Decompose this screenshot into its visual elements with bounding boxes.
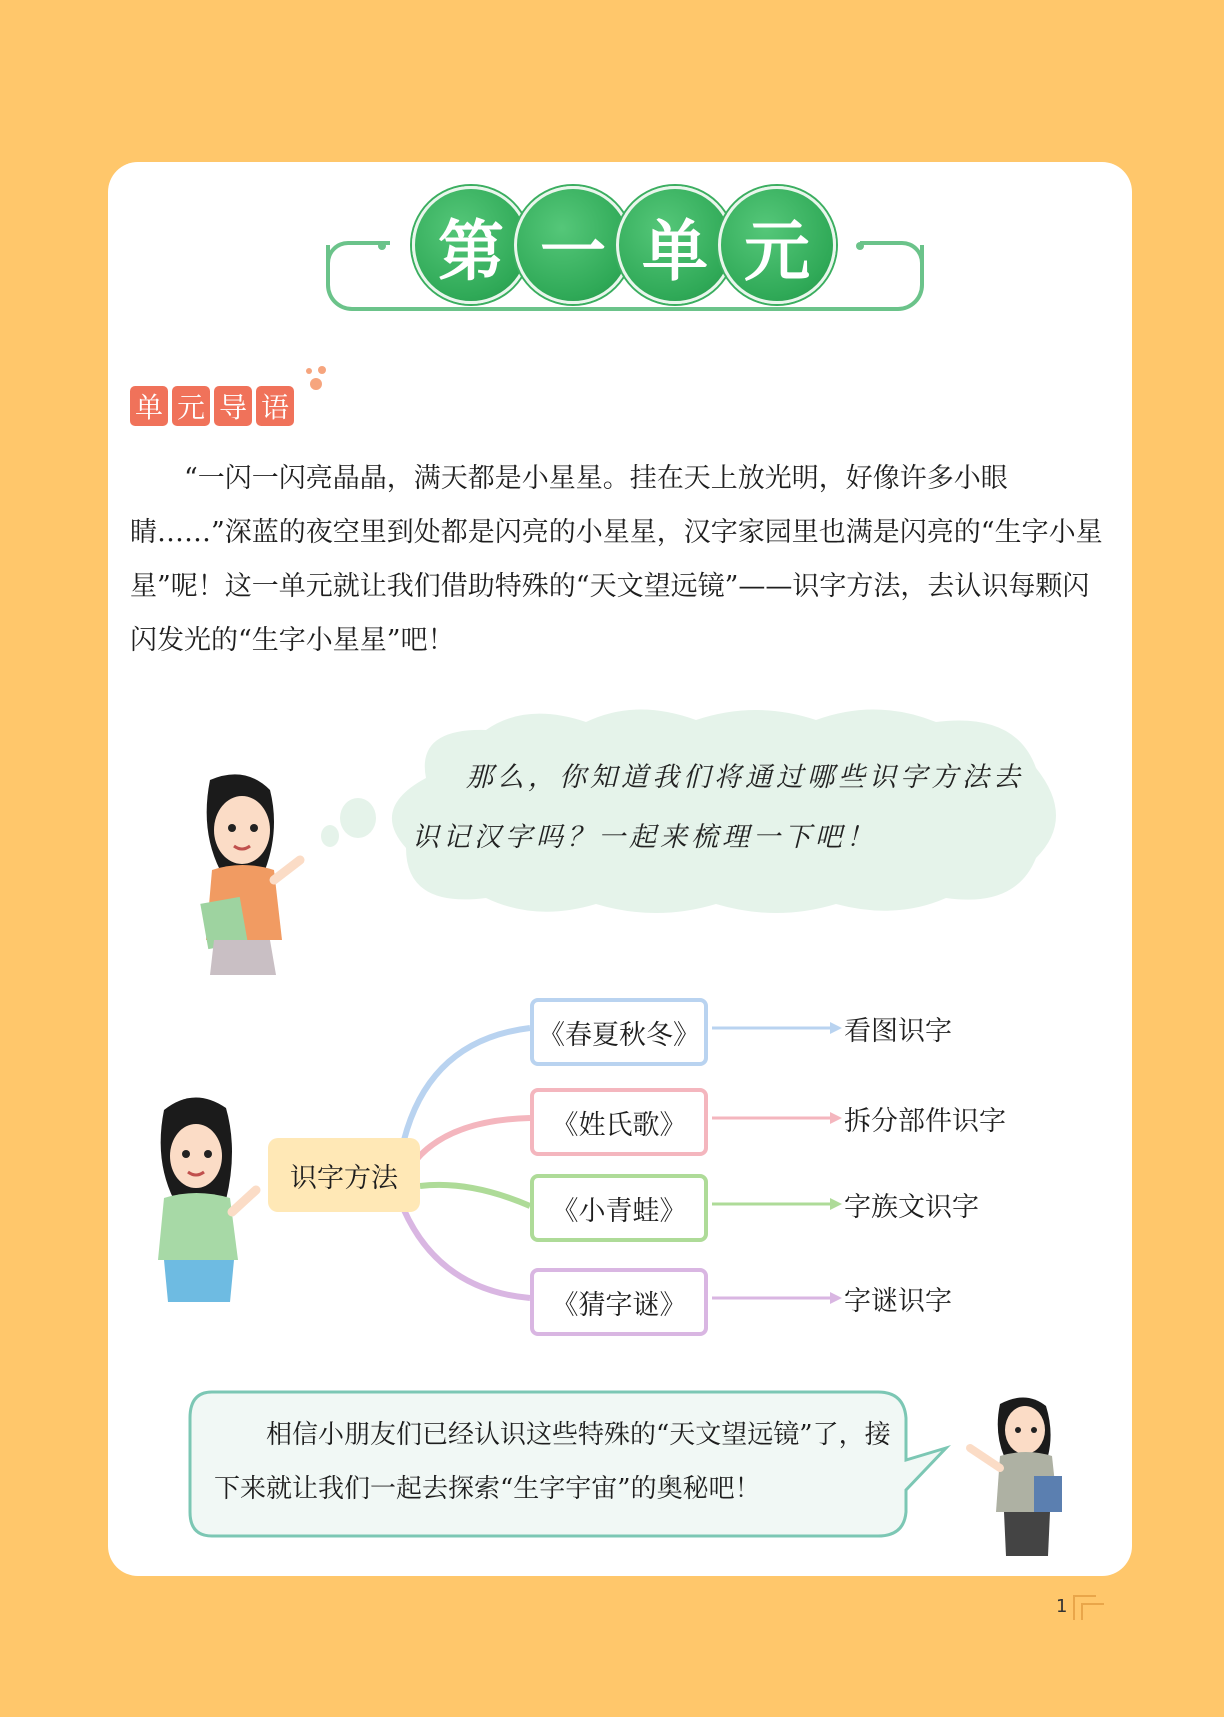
method-label: 看图识字 <box>844 1015 952 1047</box>
page-corner-ornament <box>1072 1592 1108 1622</box>
method-label: 字谜识字 <box>844 1285 952 1317</box>
branch-arrowhead <box>830 1198 842 1210</box>
branch-curve <box>404 1028 530 1140</box>
title-char: 单 <box>616 186 734 304</box>
closing-bubble-text: 相信小朋友们已经认识这些特殊的“天文望远镜”了，接下来就让我们一起去探索“生字宇宙”的奥秘吧！ <box>214 1420 891 1504</box>
tag-char: 导 <box>214 386 252 426</box>
tag-char: 语 <box>256 386 294 426</box>
method-label: 拆分部件识字 <box>844 1105 1006 1137</box>
branch-arrowhead <box>830 1112 842 1124</box>
title-char: 第 <box>412 186 530 304</box>
mind-map-center: 识字方法 <box>268 1138 420 1212</box>
page-number: 1 <box>1056 1596 1068 1617</box>
lesson-box: 《姓氏歌》 <box>530 1088 708 1156</box>
branch-curve <box>420 1185 530 1206</box>
branch-curve <box>404 1210 530 1298</box>
title-char: 元 <box>718 186 836 304</box>
intro-paragraph: “一闪一闪亮晶晶，满天都是小星星。挂在天上放光明，好像许多小眼睛……”深蓝的夜空里到处都是闪亮的小星星，汉字家园里也满是闪亮的“生字小星星”呢！这一单元就让我们借助特殊的“天文望远镜”——识字方法，去认识每颗闪闪发光的“生字小星星”吧！ <box>130 463 1103 656</box>
branch-arrowhead <box>830 1292 842 1304</box>
lesson-box: 《小青蛙》 <box>530 1174 708 1242</box>
lesson-box: 《春夏秋冬》 <box>530 998 708 1066</box>
tag-char: 元 <box>172 386 210 426</box>
branch-curve <box>416 1118 530 1160</box>
thought-bubble-text: 那么，你知道我们将通过哪些识字方法去识记汉字吗？一起来梳理一下吧！ <box>412 762 1024 853</box>
method-label: 字族文识字 <box>844 1191 979 1223</box>
student-illustration <box>950 1392 1080 1562</box>
tag-char: 单 <box>130 386 168 426</box>
branch-arrowhead <box>830 1022 842 1034</box>
lesson-box: 《猜字谜》 <box>530 1268 708 1336</box>
title-char: 一 <box>514 186 632 304</box>
